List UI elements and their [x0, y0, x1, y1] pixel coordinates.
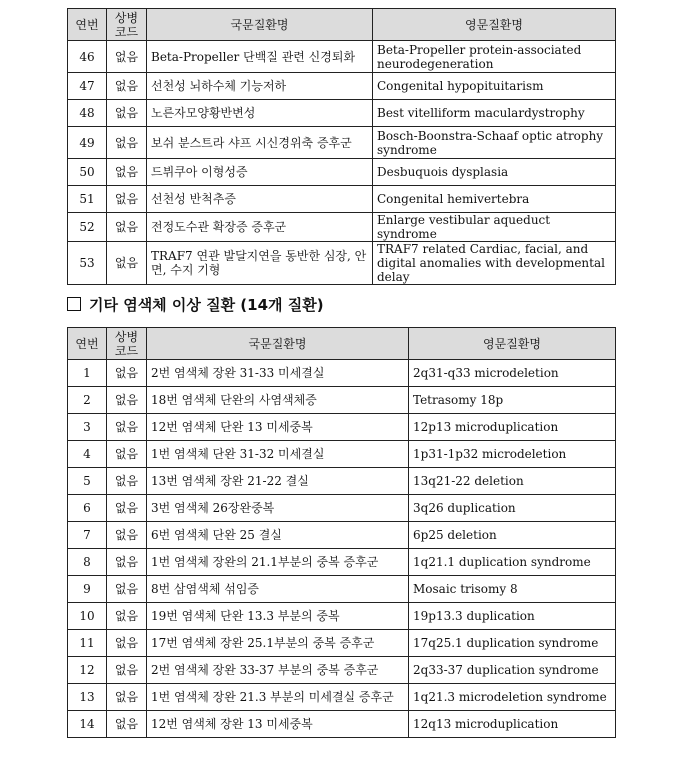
section-title: 기타 염색체 이상 질환 (14개 질환): [89, 296, 324, 314]
row-en-name: 12q13 microduplication: [409, 711, 616, 738]
table-row: [68, 468, 616, 495]
disease-table-2: [67, 327, 616, 738]
header-no: 연번: [68, 328, 107, 360]
table-row: [68, 41, 616, 73]
table-row: [68, 630, 616, 657]
row-code: 없음: [107, 73, 147, 100]
table-row: [68, 100, 616, 127]
header-kr-name: 국문질환명: [147, 328, 409, 360]
row-kr-name: 2번 염색체 장완 31-33 미세결실: [147, 360, 409, 387]
row-kr-name: 19번 염색체 단완 13.3 부분의 중복: [147, 603, 409, 630]
row-kr-name: 1번 염색체 장완의 21.1부분의 중복 증후군: [147, 549, 409, 576]
row-en-name: 1q21.3 microdeletion syndrome: [409, 684, 616, 711]
row-code: 없음: [107, 468, 147, 495]
disease-table-1: [67, 8, 616, 285]
row-number: 50: [68, 159, 107, 186]
row-code: 없음: [107, 387, 147, 414]
row-kr-name: 12번 염색체 단완 13 미세중복: [147, 414, 409, 441]
table-row: [68, 387, 616, 414]
table-header-row: [68, 328, 616, 360]
row-code: 없음: [107, 100, 147, 127]
row-kr-name: 전정도수관 확장증 증후군: [147, 213, 373, 242]
table-row: [68, 711, 616, 738]
table-1-body: [68, 41, 616, 285]
row-kr-name: 1번 염색체 장완 21.3 부분의 미세결실 증후군: [147, 684, 409, 711]
table-row: [68, 242, 616, 285]
header-code: 상병 코드: [107, 328, 147, 360]
table-row: [68, 213, 616, 242]
row-number: 7: [68, 522, 107, 549]
table-row: [68, 414, 616, 441]
row-en-name: TRAF7 related Cardiac, facial, and digital anomalies with developmental delay: [373, 242, 616, 285]
row-code: 없음: [107, 127, 147, 159]
row-number: 14: [68, 711, 107, 738]
row-number: 9: [68, 576, 107, 603]
row-number: 51: [68, 186, 107, 213]
header-no: 연번: [68, 9, 107, 41]
row-code: 없음: [107, 522, 147, 549]
row-number: 6: [68, 495, 107, 522]
row-code: 없음: [107, 159, 147, 186]
row-number: 13: [68, 684, 107, 711]
table-header-row: [68, 9, 616, 41]
row-kr-name: Beta-Propeller 단백질 관련 신경퇴화: [147, 41, 373, 73]
row-code: 없음: [107, 630, 147, 657]
row-number: 5: [68, 468, 107, 495]
row-number: 2: [68, 387, 107, 414]
row-code: 없음: [107, 360, 147, 387]
row-kr-name: 노른자모양황반변성: [147, 100, 373, 127]
row-kr-name: 8번 삼염색체 섞임증: [147, 576, 409, 603]
row-en-name: 19p13.3 duplication: [409, 603, 616, 630]
table-row: [68, 603, 616, 630]
row-code: 없음: [107, 603, 147, 630]
table-row: [68, 441, 616, 468]
row-number: 4: [68, 441, 107, 468]
table-row: [68, 495, 616, 522]
table-row: [68, 657, 616, 684]
row-number: 11: [68, 630, 107, 657]
row-code: 없음: [107, 186, 147, 213]
row-code: 없음: [107, 684, 147, 711]
row-kr-name: 1번 염색체 단완 31-32 미세결실: [147, 441, 409, 468]
row-kr-name: 6번 염색체 단완 25 결실: [147, 522, 409, 549]
row-en-name: Desbuquois dysplasia: [373, 159, 616, 186]
row-en-name: Tetrasomy 18p: [409, 387, 616, 414]
row-code: 없음: [107, 414, 147, 441]
table-row: [68, 549, 616, 576]
table-row: [68, 684, 616, 711]
row-kr-name: 17번 염색체 장완 25.1부분의 중복 증후군: [147, 630, 409, 657]
table-row: [68, 360, 616, 387]
header-en-name: 영문질환명: [409, 328, 616, 360]
row-number: 53: [68, 242, 107, 285]
row-code: 없음: [107, 41, 147, 73]
row-code: 없음: [107, 549, 147, 576]
row-number: 46: [68, 41, 107, 73]
row-number: 52: [68, 213, 107, 242]
row-kr-name: 18번 염색체 단완의 사염색체증: [147, 387, 409, 414]
row-kr-name: 13번 염색체 장완 21-22 결실: [147, 468, 409, 495]
row-en-name: Beta-Propeller protein-associated neurodegeneration: [373, 41, 616, 73]
row-code: 없음: [107, 657, 147, 684]
row-number: 49: [68, 127, 107, 159]
row-kr-name: 2번 염색체 장완 33-37 부분의 중복 증후군: [147, 657, 409, 684]
row-en-name: 17q25.1 duplication syndrome: [409, 630, 616, 657]
row-number: 48: [68, 100, 107, 127]
checkbox-square-icon: [67, 297, 81, 311]
row-number: 8: [68, 549, 107, 576]
row-number: 12: [68, 657, 107, 684]
row-kr-name: 선천성 반척추증: [147, 186, 373, 213]
row-code: 없음: [107, 576, 147, 603]
table-row: [68, 522, 616, 549]
header-en-name: 영문질환명: [373, 9, 616, 41]
row-number: 3: [68, 414, 107, 441]
row-code: 없음: [107, 711, 147, 738]
row-en-name: Congenital hemivertebra: [373, 186, 616, 213]
row-en-name: Bosch-Boonstra-Schaaf optic atrophy syndrome: [373, 127, 616, 159]
table-row: [68, 73, 616, 100]
row-code: 없음: [107, 242, 147, 285]
row-number: 1: [68, 360, 107, 387]
row-code: 없음: [107, 495, 147, 522]
row-en-name: Mosaic trisomy 8: [409, 576, 616, 603]
row-kr-name: 3번 염색체 26장완중복: [147, 495, 409, 522]
row-en-name: 12p13 microduplication: [409, 414, 616, 441]
row-number: 47: [68, 73, 107, 100]
table-row: [68, 159, 616, 186]
row-code: 없음: [107, 213, 147, 242]
row-code: 없음: [107, 441, 147, 468]
header-kr-name: 국문질환명: [147, 9, 373, 41]
row-en-name: Best vitelliform maculardystrophy: [373, 100, 616, 127]
table-2-body: [68, 360, 616, 738]
table-row: [68, 576, 616, 603]
row-en-name: Congenital hypopituitarism: [373, 73, 616, 100]
row-kr-name: 보쉬 분스트라 샤프 시신경위축 증후군: [147, 127, 373, 159]
row-number: 10: [68, 603, 107, 630]
row-en-name: 2q31-q33 microdeletion: [409, 360, 616, 387]
table-row: [68, 186, 616, 213]
row-en-name: Enlarge vestibular aqueduct syndrome: [373, 213, 616, 242]
row-en-name: 3q26 duplication: [409, 495, 616, 522]
row-en-name: 13q21-22 deletion: [409, 468, 616, 495]
row-kr-name: TRAF7 연관 발달지연을 동반한 심장, 안면, 수지 기형: [147, 242, 373, 285]
section-heading: [67, 294, 324, 315]
row-kr-name: 선천성 뇌하수체 기능저하: [147, 73, 373, 100]
table-row: [68, 127, 616, 159]
row-kr-name: 드뷔쿠아 이형성증: [147, 159, 373, 186]
row-kr-name: 12번 염색체 장완 13 미세중복: [147, 711, 409, 738]
row-en-name: 6p25 deletion: [409, 522, 616, 549]
header-code: 상병 코드: [107, 9, 147, 41]
row-en-name: 2q33-37 duplication syndrome: [409, 657, 616, 684]
row-en-name: 1p31-1p32 microdeletion: [409, 441, 616, 468]
row-en-name: 1q21.1 duplication syndrome: [409, 549, 616, 576]
